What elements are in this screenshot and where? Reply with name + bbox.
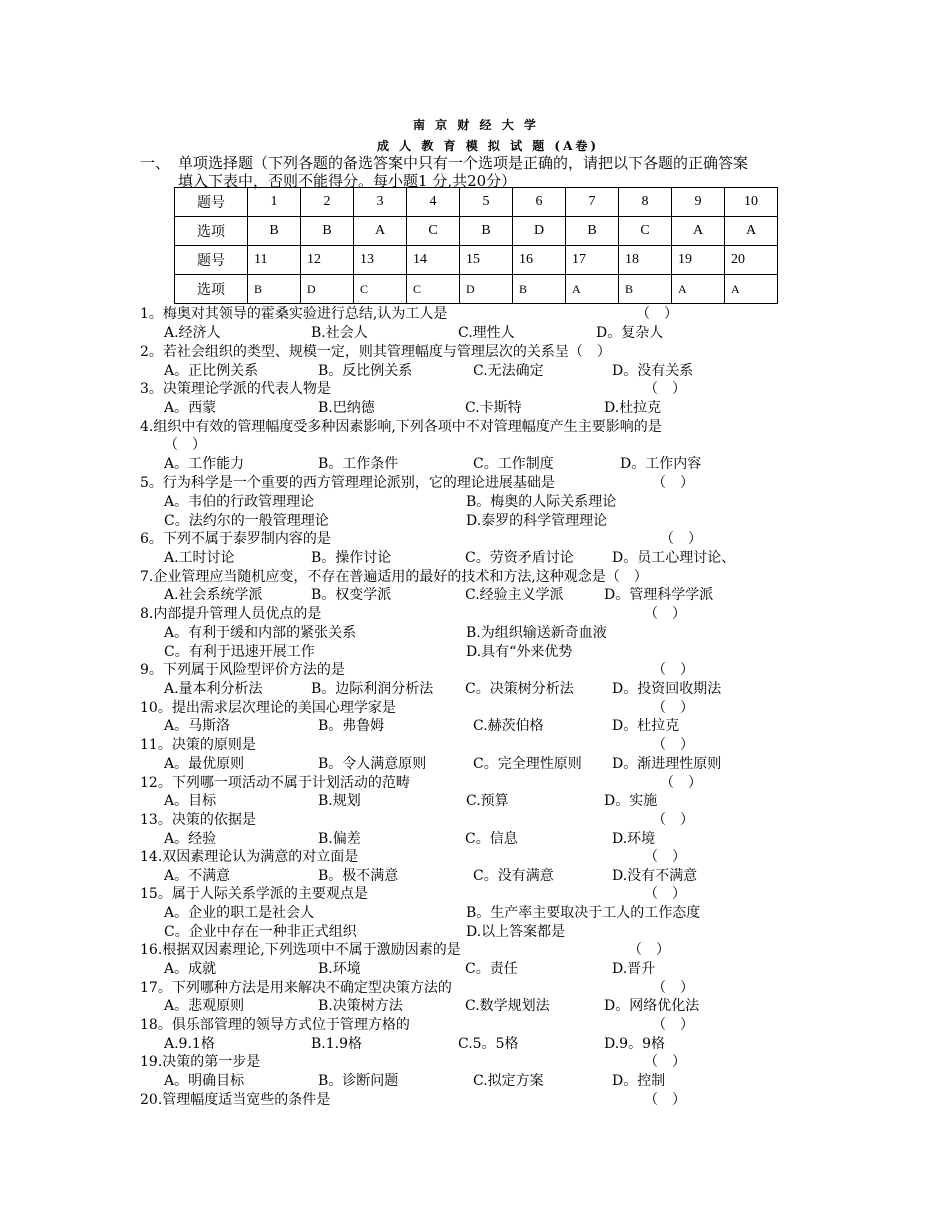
option: D。投资回收期法	[612, 681, 722, 697]
answer-blank: （ ）	[652, 737, 694, 753]
table-cell: B	[460, 217, 513, 246]
option: C。劳资矛盾讨论	[465, 550, 574, 566]
question-stem: 2。若社会组织的类型、规模一定，则其管理幅度与管理层次的关系呈（ ）	[140, 344, 611, 360]
option: A。马斯洛	[164, 718, 231, 734]
question-stem: 19.决策的第一步是	[140, 1054, 261, 1070]
question-stem: 14.双因素理论认为满意的对立面是	[140, 849, 359, 865]
table-cell: C	[407, 275, 460, 304]
option: C。企业中存在一种非正式组织	[164, 924, 357, 940]
table-cell: C	[354, 275, 407, 304]
table-cell: 13	[354, 246, 407, 275]
table-cell: 12	[301, 246, 354, 275]
option: D。实施	[604, 793, 658, 809]
option: C。法约尔的一般管理理论	[164, 513, 329, 529]
table-cell: 20	[725, 246, 778, 275]
option: A。悲观原则	[164, 998, 245, 1014]
table-cell: B	[248, 217, 301, 246]
option: B。诊断问题	[318, 1073, 399, 1089]
option: C.理性人	[458, 325, 515, 341]
option: B。梅奥的人际关系理论	[466, 494, 617, 510]
table-cell: 1	[248, 188, 301, 217]
section-number: 一、	[140, 154, 171, 172]
table-cell: D	[513, 217, 566, 246]
option: D.以上答案都是	[466, 924, 566, 940]
option: D。控制	[612, 1073, 666, 1089]
option: A。不满意	[164, 868, 231, 884]
table-cell: B	[248, 275, 301, 304]
answer-blank: （ ）	[644, 1054, 686, 1070]
option: A。最优原则	[164, 756, 245, 772]
table-cell: A	[725, 217, 778, 246]
answer-blank: （ ）	[660, 775, 702, 791]
option: C.经验主义学派	[465, 587, 564, 603]
question-stem: 16.根据双因素理论,下列选项中不属于激励因素的是	[140, 942, 461, 958]
answer-blank: （ ）	[652, 475, 694, 491]
table-row	[175, 188, 778, 217]
option: B。弗鲁姆	[318, 718, 385, 734]
option: C。责任	[465, 961, 518, 977]
answer-blank: （ ）	[652, 700, 694, 716]
table-cell: B	[566, 217, 619, 246]
option: B。生产率主要取决于工人的工作态度	[466, 905, 701, 921]
option: A。企业的职工是社会人	[164, 905, 315, 921]
table-cell: D	[460, 275, 513, 304]
table-cell: 19	[672, 246, 725, 275]
table-cell: 7	[566, 188, 619, 217]
table-cell: 14	[407, 246, 460, 275]
table-row	[175, 246, 778, 275]
answer-blank: （ ）	[660, 531, 702, 547]
option: D。工作内容	[620, 456, 702, 472]
question-stem: 4.组织中有效的管理幅度受多种因素影响,下列各项中不对管理幅度产生主要影响的是	[140, 419, 662, 435]
university-name: 南 京 财 经 大 学	[413, 118, 539, 132]
table-cell: 2	[301, 188, 354, 217]
question-stem: 11。决策的原则是	[140, 737, 256, 753]
section-instruction-line1: 单项选择题（下列各题的备选答案中只有一个选项是正确的，请把以下各题的正确答案	[178, 154, 749, 172]
option: B.社会人	[311, 325, 368, 341]
answer-blank: （ ）	[652, 1017, 694, 1033]
option: D.环境	[612, 831, 656, 847]
answer-blank: （ ）	[628, 942, 670, 958]
table-cell: 6	[513, 188, 566, 217]
table-cell: 16	[513, 246, 566, 275]
question-stem: 6。下列不属于泰罗制内容的是	[140, 531, 331, 547]
question-stem: 10。提出需求层次理论的美国心理学家是	[140, 700, 396, 716]
question-stem: 3。决策理论学派的代表人物是	[140, 381, 331, 397]
option: A.9.1格	[164, 1036, 215, 1052]
option: D。员工心理讨论、	[612, 550, 736, 566]
option: A。经验	[164, 831, 217, 847]
table-cell: B	[301, 217, 354, 246]
option: A.经济人	[164, 325, 221, 341]
option: B.为组织输送新奇血液	[466, 625, 607, 641]
option: C.数学规划法	[465, 998, 550, 1014]
option: A。有利于缓和内部的紧张关系	[164, 625, 357, 641]
question-stem: 9。下列属于风险型评价方法的是	[140, 662, 345, 678]
answer-blank: （ ）	[644, 886, 686, 902]
table-cell: A	[725, 275, 778, 304]
question-stem: 13。决策的依据是	[140, 812, 256, 828]
answer-blank: （ ）	[644, 381, 686, 397]
option: C。工作制度	[473, 456, 554, 472]
exam-title: 成 人 教 育 模 拟 试 题 (A卷)	[377, 139, 600, 153]
option: B。令人满意原则	[318, 756, 427, 772]
table-cell: C	[407, 217, 460, 246]
option: C.赫茨伯格	[473, 718, 544, 734]
question-stem: 15。属于人际关系学派的主要观点是	[140, 886, 368, 902]
table-cell: 15	[460, 246, 513, 275]
answer-blank: （ ）	[652, 812, 694, 828]
answer-blank: （ ）	[636, 306, 678, 322]
option: C.5。5格	[458, 1036, 519, 1052]
option: B。反比例关系	[318, 363, 413, 379]
question-stem: 20.管理幅度适当宽些的条件是	[140, 1092, 331, 1108]
option: D.杜拉克	[604, 400, 662, 416]
table-cell: 11	[248, 246, 301, 275]
question-stem: 5。行为科学是一个重要的西方管理理论派别，它的理论进展基础是	[140, 475, 555, 491]
table-row	[175, 275, 778, 304]
table-cell: 17	[566, 246, 619, 275]
option: D。没有关系	[612, 363, 694, 379]
option: C.卡斯特	[465, 400, 522, 416]
option: B.环境	[318, 961, 361, 977]
option: A。工作能力	[164, 456, 245, 472]
table-cell: A	[672, 217, 725, 246]
table-cell: A	[672, 275, 725, 304]
question-stem: 8.内部提升管理人员优点的是	[140, 606, 322, 622]
answer-blank: （ ）	[652, 980, 694, 996]
table-cell: 8	[619, 188, 672, 217]
option: A。韦伯的行政管理理论	[164, 494, 315, 510]
option: B。操作讨论	[311, 550, 392, 566]
answer-blank: （ ）	[652, 662, 694, 678]
option: A。目标	[164, 793, 217, 809]
option: B。边际利润分析法	[311, 681, 434, 697]
section-instruction-line2: 填入下表中，否则不能得分。每小题1 分,共20分）	[178, 172, 517, 190]
option: B。极不满意	[318, 868, 399, 884]
option: D。管理科学学派	[604, 587, 714, 603]
option: D.9。9格	[604, 1036, 665, 1052]
option: C.预算	[466, 793, 509, 809]
option: A.工时讨论	[164, 550, 235, 566]
table-cell: 5	[460, 188, 513, 217]
answer-blank: （ ）	[164, 437, 206, 453]
table-cell: 选项	[175, 275, 248, 304]
option: A.量本利分析法	[164, 681, 263, 697]
option: D。网络优化法	[604, 998, 700, 1014]
option: C。决策树分析法	[465, 681, 574, 697]
option: C.无法确定	[473, 363, 544, 379]
question-stem: 7.企业管理应当随机应变，不存在普遍适用的最好的技术和方法,这种观念是（ ）	[140, 569, 648, 585]
table-cell: 选项	[175, 217, 248, 246]
question-stem: 12。下列哪一项活动不属于计划活动的范畴	[140, 775, 410, 791]
answer-blank: （ ）	[644, 1092, 686, 1108]
question-stem: 1。梅奥对其领导的霍桑实验进行总结,认为工人是	[140, 306, 448, 322]
option: B.决策树方法	[318, 998, 403, 1014]
option: C。有利于迅速开展工作	[164, 644, 315, 660]
option: C。信息	[465, 831, 518, 847]
option: B.巴纳德	[318, 400, 375, 416]
table-cell: 题号	[175, 246, 248, 275]
option: D。渐进理性原则	[612, 756, 722, 772]
option: A。西蒙	[164, 400, 217, 416]
table-cell: 4	[407, 188, 460, 217]
option: D.晋升	[612, 961, 656, 977]
table-cell: 题号	[175, 188, 248, 217]
option: B.规划	[318, 793, 361, 809]
option: D。杜拉克	[612, 718, 680, 734]
option: B.偏差	[318, 831, 361, 847]
table-cell: D	[301, 275, 354, 304]
answer-blank: （ ）	[644, 849, 686, 865]
table-cell: 3	[354, 188, 407, 217]
option: B。工作条件	[318, 456, 399, 472]
table-cell: C	[619, 217, 672, 246]
question-stem: 17。下列哪种方法是用来解决不确定型决策方法的	[140, 980, 452, 996]
table-row	[175, 217, 778, 246]
option: C。完全理性原则	[473, 756, 582, 772]
option: B。权变学派	[311, 587, 392, 603]
option: D。复杂人	[596, 325, 664, 341]
option: A。成就	[164, 961, 217, 977]
table-cell: A	[566, 275, 619, 304]
option: D.泰罗的科学管理理论	[466, 513, 608, 529]
answer-table	[174, 187, 778, 304]
question-stem: 18。俱乐部管理的领导方式位于管理方格的	[140, 1017, 410, 1033]
option: C。没有满意	[473, 868, 554, 884]
option: B.1.9格	[311, 1036, 363, 1052]
option: D.没有不满意	[612, 868, 698, 884]
option: C.拟定方案	[473, 1073, 544, 1089]
option: A。明确目标	[164, 1073, 245, 1089]
table-cell: 9	[672, 188, 725, 217]
option: D.具有“外来优势	[466, 644, 573, 660]
answer-blank: （ ）	[644, 606, 686, 622]
option: A.社会系统学派	[164, 587, 263, 603]
table-cell: A	[354, 217, 407, 246]
table-cell: 10	[725, 188, 778, 217]
table-cell: B	[619, 275, 672, 304]
option: A。正比例关系	[164, 363, 259, 379]
table-cell: B	[513, 275, 566, 304]
table-cell: 18	[619, 246, 672, 275]
